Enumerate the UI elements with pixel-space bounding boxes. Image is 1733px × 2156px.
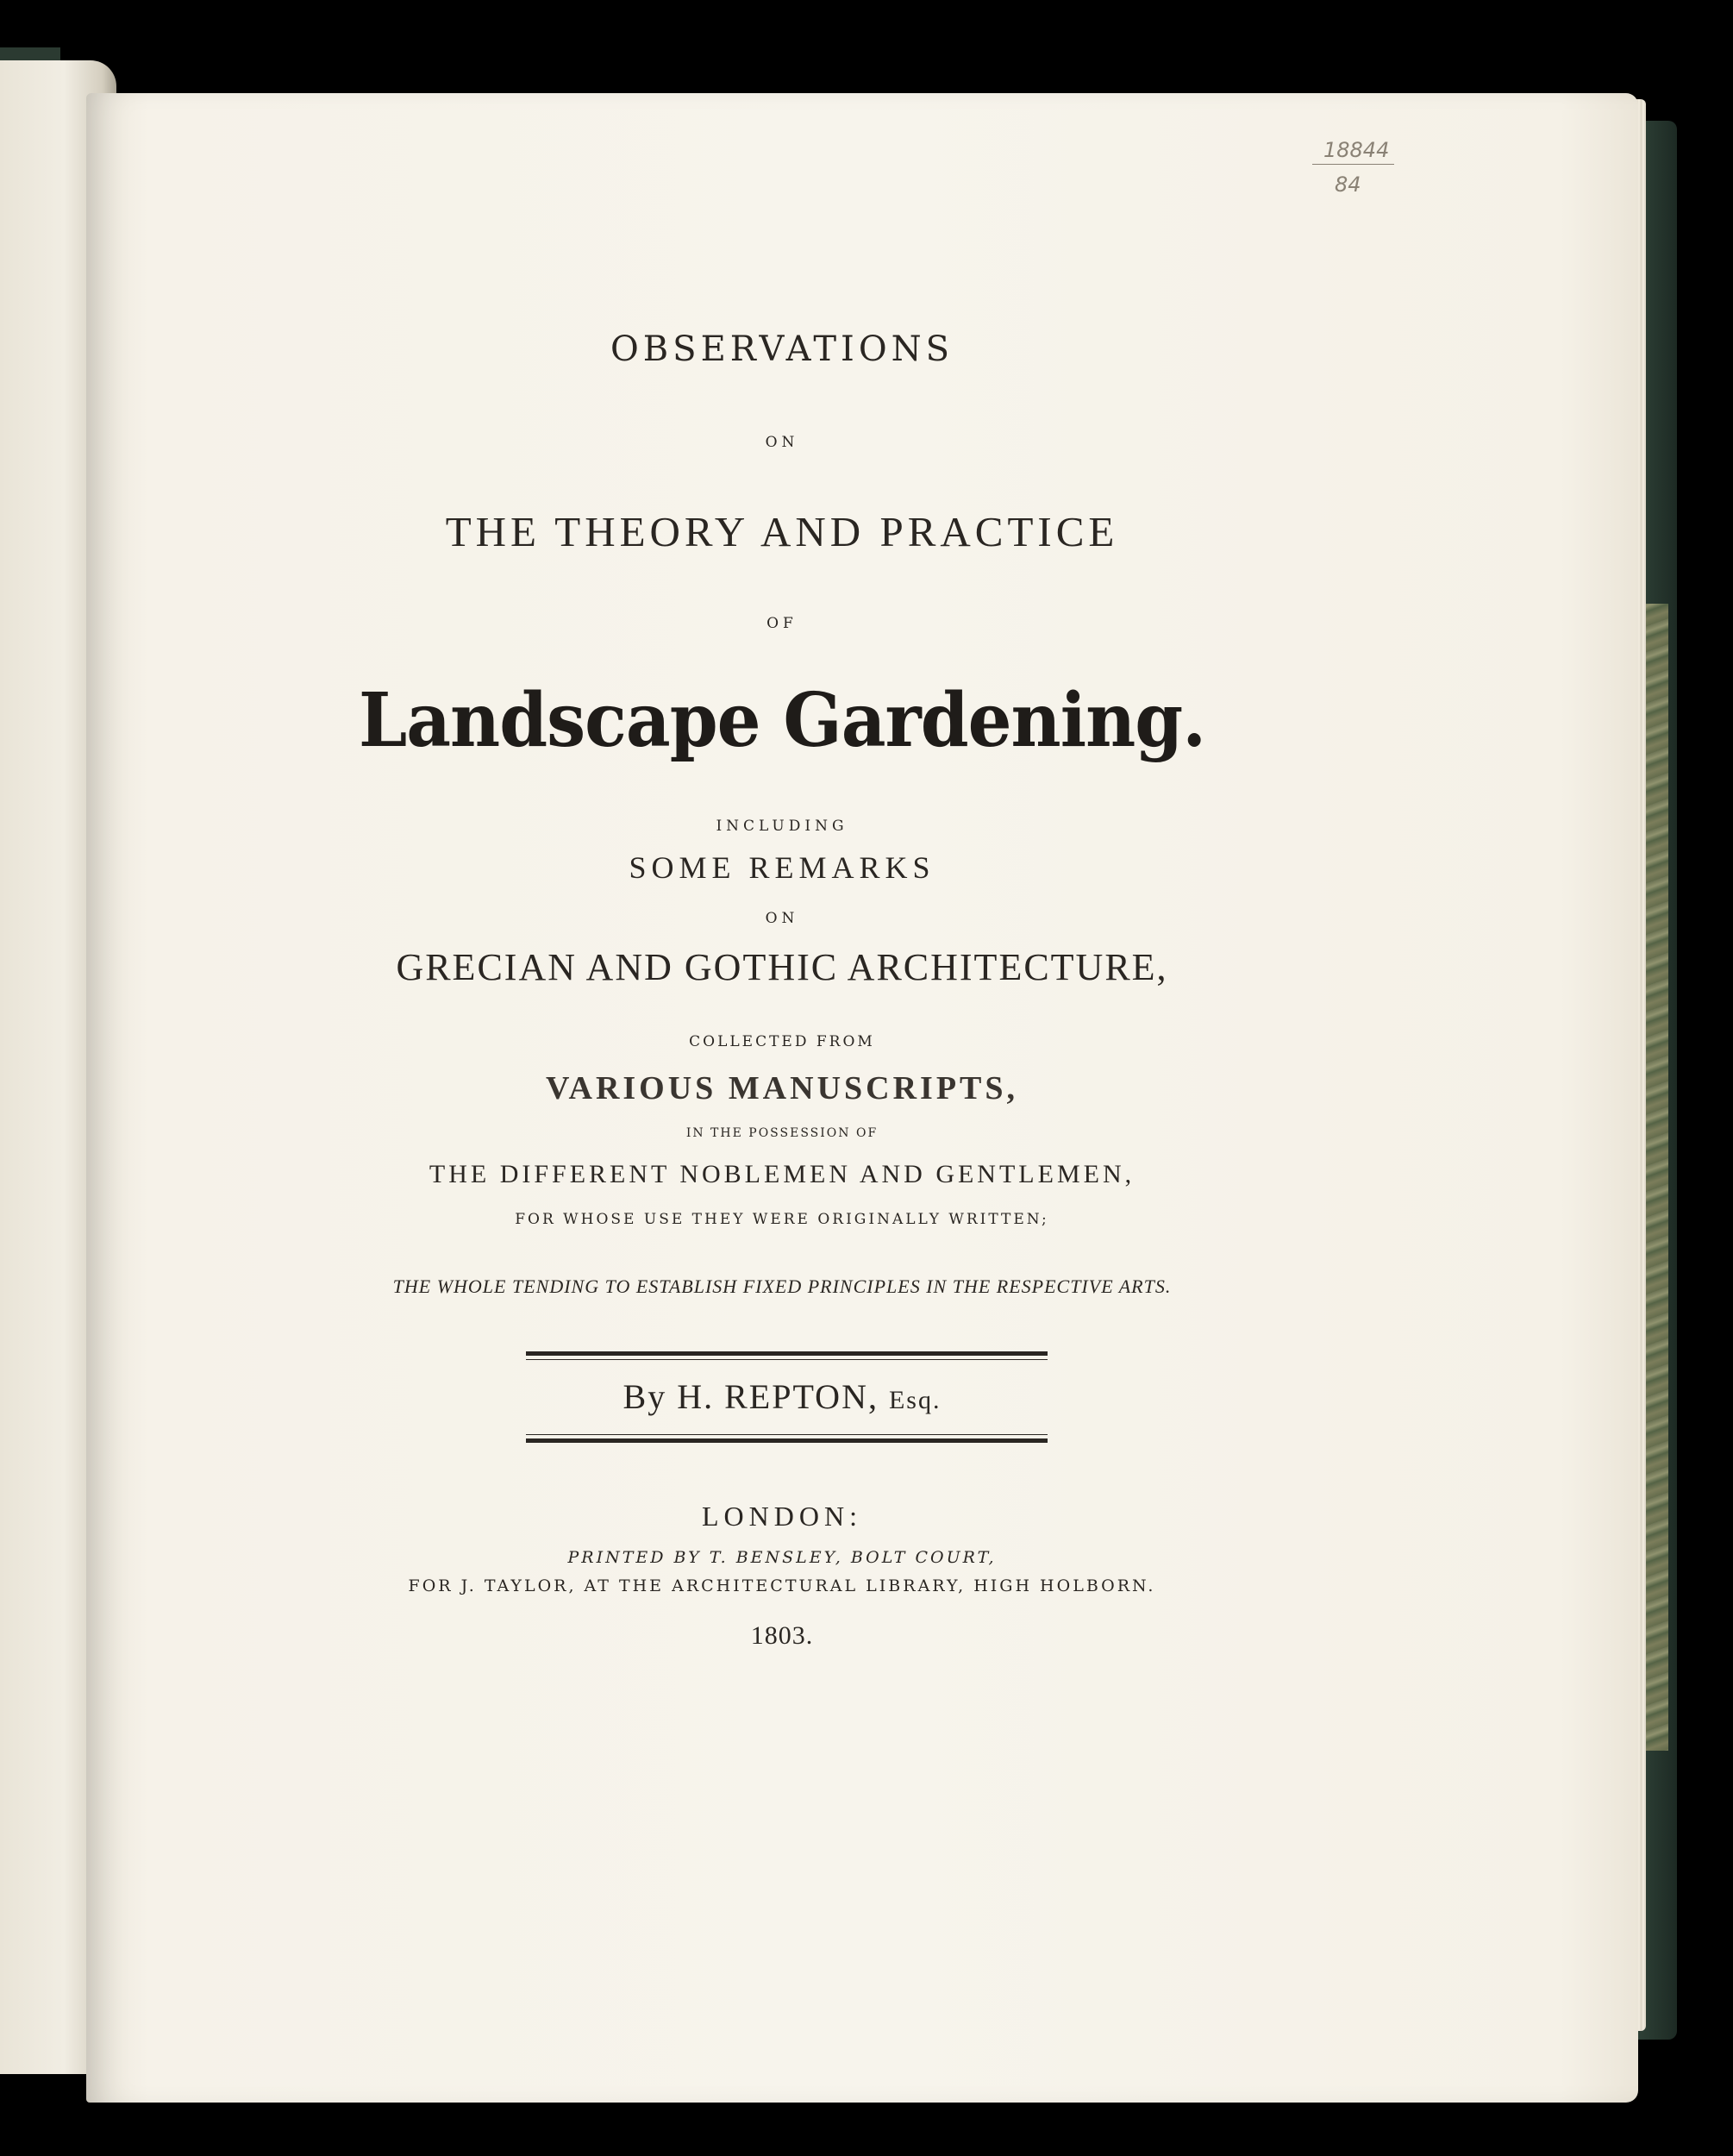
imprint-city: LONDON: [702,1501,862,1532]
subtitle-remarks: SOME REMARKS [629,850,935,885]
subtitle-principles: THE WHOLE TENDING TO ESTABLISH FIXED PRINCIPLES IN THE RESPECTIVE ARTS. [392,1275,1172,1297]
subtitle-manuscripts: VARIOUS MANUSCRIPTS, [545,1070,1019,1106]
title-observations: OBSERVATIONS [610,329,954,369]
subtitle-including: INCLUDING [716,818,848,835]
double-rule-bottom-thick [526,1438,1048,1443]
imprint-year: 1803. [750,1621,814,1650]
imprint-publisher: FOR J. TAYLOR, AT THE ARCHITECTURAL LIBRARY, HIGH HOLBORN. [408,1576,1156,1595]
subtitle-architecture: GRECIAN AND GOTHIC ARCHITECTURE, [396,946,1168,988]
title-of: OF [766,615,798,632]
imprint-printer: PRINTED BY T. BENSLEY, BOLT COURT, [567,1548,997,1567]
shelfmark-rule [1312,164,1394,165]
author-name: H. REPTON, [677,1377,879,1416]
subtitle-on: ON [765,910,799,927]
double-rule-top-thick [526,1351,1048,1356]
double-rule-bottom-thin [526,1434,1048,1435]
double-rule-top-thin [526,1359,1048,1360]
title-theory-practice: THE THEORY AND PRACTICE [445,508,1119,555]
subtitle-possession: IN THE POSSESSION OF [685,1126,879,1140]
shelfmark-bottom: 84 [1335,172,1361,197]
author-line [0,1377,1564,1416]
author-by: By [623,1377,667,1416]
title-landscape-gardening: Landscape Gardening. [358,676,1206,764]
author-suffix: Esq. [888,1386,942,1414]
shelfmark-top: 18844 [1323,138,1390,162]
title-on: ON [765,434,799,451]
subtitle-originally-written: FOR WHOSE USE THEY WERE ORIGINALLY WRITTEN; [515,1211,1049,1228]
subtitle-collected-from: COLLECTED FROM [689,1033,875,1050]
subtitle-noblemen: THE DIFFERENT NOBLEMEN AND GENTLEMEN, [429,1160,1136,1188]
